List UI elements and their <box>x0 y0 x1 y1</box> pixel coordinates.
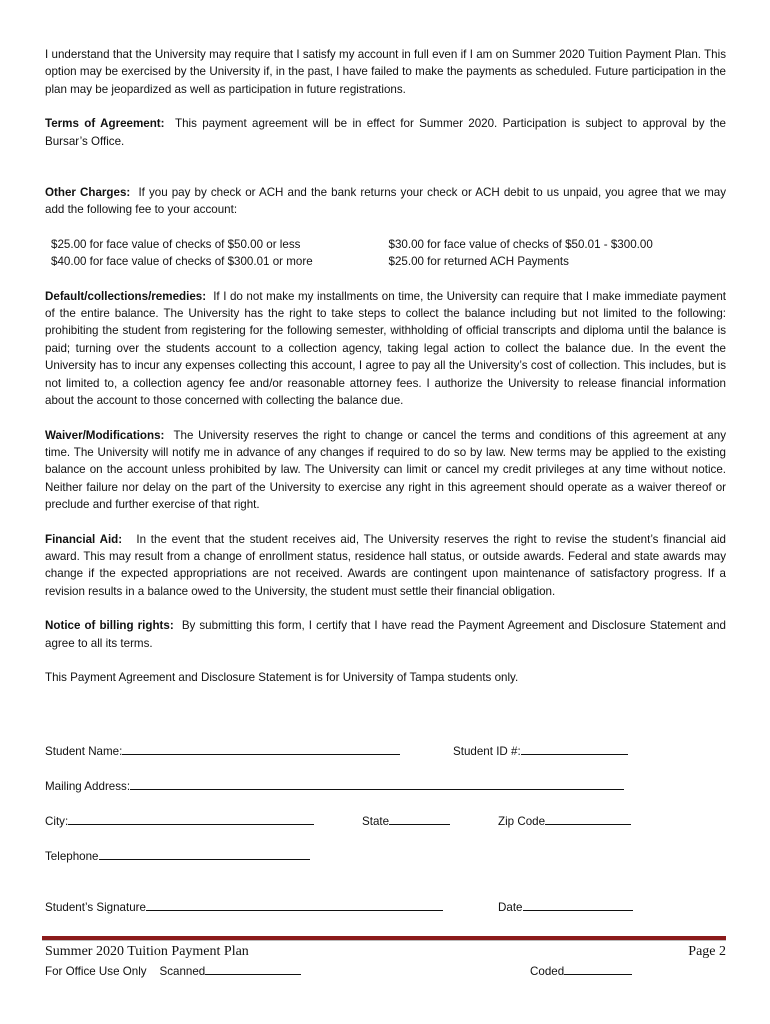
coded-label: Coded <box>530 965 565 978</box>
terms-heading: Terms of Agreement: <box>45 117 165 131</box>
fee-column-right <box>389 236 727 271</box>
footer-divider <box>42 936 726 941</box>
telephone-field[interactable] <box>99 847 310 860</box>
mailing-address-label: Mailing Address: <box>45 780 131 793</box>
page-number: Page 2 <box>688 944 726 959</box>
signature-row <box>45 898 443 914</box>
state-row <box>362 812 450 828</box>
zip-field[interactable] <box>545 812 631 825</box>
fee-table <box>45 236 726 271</box>
default-heading: Default/collections/remedies: <box>45 289 207 303</box>
waiver-heading: Waiver/Modifications: <box>45 428 165 442</box>
city-field[interactable] <box>68 812 314 825</box>
signature-field[interactable] <box>146 898 443 911</box>
scope-statement: This Payment Agreement and Disclosure Statement is for University of Tampa students only. <box>45 670 519 684</box>
notice-paragraph <box>45 617 726 652</box>
student-name-row <box>45 742 400 758</box>
scanned-label: Scanned <box>159 965 206 978</box>
agreement-body <box>45 46 726 686</box>
telephone-row <box>45 847 310 863</box>
coded-row <box>530 962 632 978</box>
zip-label: Zip Code <box>498 815 546 828</box>
notice-heading: Notice of billing rights: <box>45 619 174 633</box>
fee-item: $40.00 for face value of checks of $300.01 or more <box>51 255 313 269</box>
date-label: Date <box>498 901 523 914</box>
fee-item: $30.00 for face value of checks of $50.01 - $300.00 <box>388 237 653 251</box>
aid-paragraph <box>45 531 726 601</box>
student-id-row <box>453 742 628 758</box>
student-id-label: Student ID #: <box>453 745 521 758</box>
waiver-text: The University reserves the right to change or cancel the terms and conditions of this agreement at any time. The University will notify me in advance of any changes if required to do so by law. New terms may be applied to the existing balance on the account unless prohibited by law. The University can limit or cancel my credit privileges at any time without notice. Neither failure nor delay on the part of the University to exercise any right in this agreement should operate as a waiver thereof or preclude and further exercise of that right. <box>45 428 727 512</box>
charges-text: If you pay by check or ACH and the bank returns your check or ACH debit to us unpaid, you agree that we may add the following fee to your account: <box>45 186 726 217</box>
fee-column-left <box>51 236 389 271</box>
date-row <box>498 898 633 914</box>
footer-title: Summer 2020 Tuition Payment Plan <box>45 944 249 959</box>
default-paragraph <box>45 288 726 410</box>
mailing-address-row <box>45 777 624 793</box>
fee-item: $25.00 for face value of checks of $50.00 or less <box>51 237 301 251</box>
state-field[interactable] <box>389 812 450 825</box>
charges-paragraph <box>45 184 726 219</box>
aid-heading: Financial Aid: <box>45 532 123 546</box>
mailing-address-field[interactable] <box>130 777 624 790</box>
intro-paragraph: I understand that the University may require that I satisfy my account in full even if I am on Summer 2020 Tuition Payment Plan. This option may be exercised by the University if, in the past, I have failed to make the payments as scheduled. Future participation in the plan may be jeopardized as well as participation in future registrations. <box>45 48 726 96</box>
office-use-row <box>45 962 301 978</box>
charges-heading: Other Charges: <box>45 186 131 200</box>
notice-text: By submitting this form, I certify that I have read the Payment Agreement and Disclosure Statement and agree to all its terms. <box>45 619 726 650</box>
aid-text: In the event that the student receives aid, The University reserves the right to revise the student’s financial aid award. This may result from a change of enrollment status, residence hall status, or outside awards. Federal and state awards may change if the expected appropriations are not received. Awards are contingent upon maintenance of satisfactory progress. If a revision results in a balance owed to the University, the student must settle their financial obligation. <box>45 532 726 598</box>
signature-label: Student’s Signature <box>45 901 146 914</box>
student-name-field[interactable] <box>122 742 400 755</box>
waiver-paragraph <box>45 427 726 514</box>
terms-text: This payment agreement will be in effect for Summer 2020. Participation is subject to approval by the Bursar’s Office. <box>45 117 726 148</box>
footer-title-row <box>45 944 726 960</box>
scanned-field[interactable] <box>205 962 301 975</box>
fee-item: $25.00 for returned ACH Payments <box>388 255 569 269</box>
student-id-field[interactable] <box>521 742 628 755</box>
default-text: If I do not make my installments on time, the University can require that I make immediate payment of the entire balance. The University has the right to take steps to collect the balance including but not limited to the following: prohibiting the student from registering for the following semester, withholding of official transcripts and diploma until the balance is paid; turning over the students account to a collection agency, taking legal action to collect the balance due. In the event the University has to incur any expenses collecting this account, I agree to pay all the University’s cost of collection. This includes, but is not limited to, a collection agency fee and/or reasonable attorney fees. I authorize the University to release financial information about the account to those concerned with collecting the balance due. <box>45 289 726 408</box>
coded-field[interactable] <box>564 962 632 975</box>
telephone-label: Telephone <box>45 850 99 863</box>
student-name-label: Student Name: <box>45 745 123 758</box>
date-field[interactable] <box>523 898 633 911</box>
zip-row <box>498 812 631 828</box>
state-label: State <box>362 815 390 828</box>
city-row <box>45 812 314 828</box>
office-use-label: For Office Use Only <box>45 965 147 978</box>
city-label: City: <box>45 815 69 828</box>
terms-paragraph <box>45 115 726 150</box>
